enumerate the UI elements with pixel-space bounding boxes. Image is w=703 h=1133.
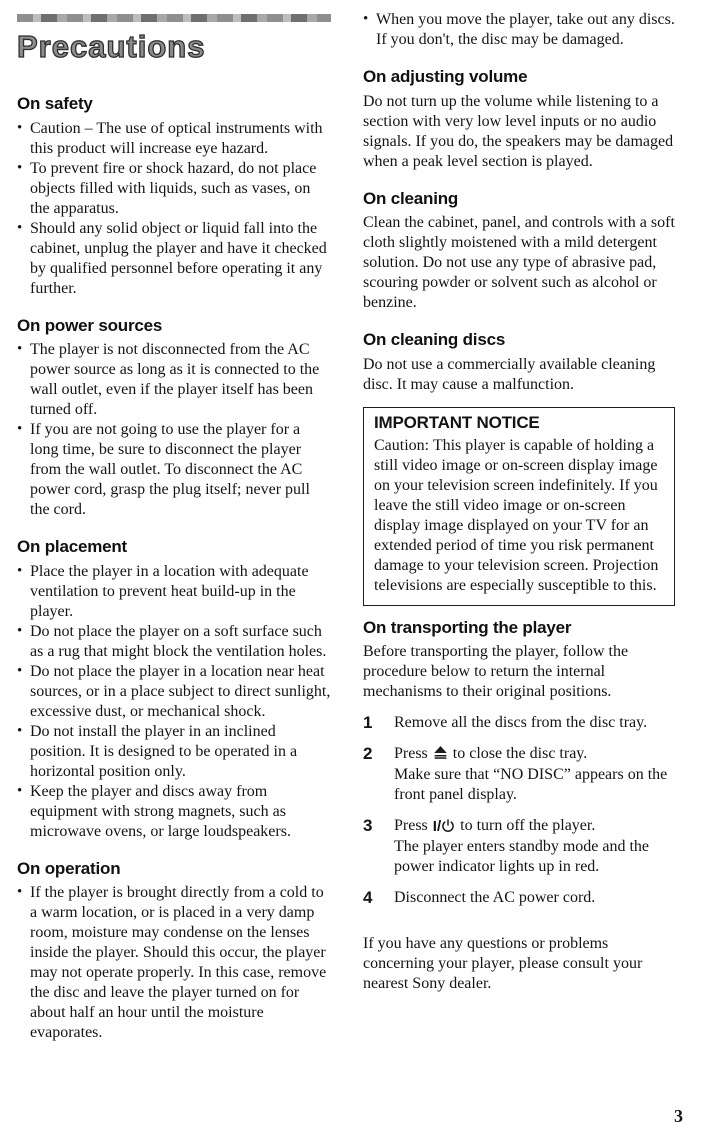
list-item: • The player is not disconnected from the AC power source as long as it is connected to the wall outlet, even if the player itself has been turned off.	[17, 340, 331, 420]
step-number: 3	[363, 816, 373, 836]
heading-on-safety: On safety	[17, 94, 93, 114]
heading-on-cleaning-discs: On cleaning discs	[363, 330, 506, 350]
important-notice-box	[363, 407, 675, 606]
section-divider-bar	[17, 14, 331, 22]
closing-paragraph: If you have any questions or problems concerning your player, please consult your nearest Sony dealer.	[363, 935, 643, 993]
list-item: • To prevent fire or shock hazard, do not place objects filled with liquids, such as vases, on the apparatus.	[17, 159, 331, 219]
power-icon: I/	[433, 817, 455, 837]
list-item: • Do not install the player in an inclined position. It is designed to be operated in a horizontal position only.	[17, 722, 331, 782]
important-notice-text: Caution: This player is capable of holding a still video image or on-screen display image on your television screen indefinitely. If you leave the still video image or on-screen display image displayed on your TV for an extended period of time you risk permanent damage to your television screen. Projection televisions are especially susceptible to this.	[374, 436, 659, 594]
heading-on-placement: On placement	[17, 537, 128, 557]
step-line: Remove all the discs from the disc tray.	[394, 714, 648, 732]
important-notice-title: IMPORTANT NOTICE	[374, 412, 540, 432]
page-number: 3	[674, 1106, 683, 1126]
eject-icon	[433, 745, 448, 765]
placement-bullet-list	[17, 562, 331, 842]
step-3	[363, 816, 677, 877]
heading-on-power-sources: On power sources	[17, 315, 163, 335]
left-column	[17, 10, 331, 1043]
step-subtext: The player enters standby mode and the power indicator lights up in red.	[394, 838, 650, 876]
list-item: • When you move the player, take out any discs. If you don't, the disc may be damaged.	[363, 10, 677, 50]
step-4	[363, 888, 677, 908]
step-number: 4	[363, 888, 373, 908]
paragraph-adjusting-volume: Do not turn up the volume while listening to a section with very low level inputs or no audio signals. If you do, the speakers may be damaged when a peak level section is played.	[363, 92, 674, 170]
heading-on-adjusting-volume: On adjusting volume	[363, 67, 528, 86]
list-item: • Caution – The use of optical instruments with this product will increase eye hazard.	[17, 119, 331, 159]
heading-on-operation: On operation	[17, 858, 121, 878]
list-item: • If the player is brought directly from a cold to a warm location, or is placed in a very damp room, moisture may condense on the lenses inside the player. Should this occur, the player may not operate properly. In this case, remove the disc and leave the player turned on for about half an hour until the moisture evaporates.	[17, 883, 331, 1043]
step-text	[394, 713, 647, 733]
step-line: Press to close the disc tray.	[394, 744, 677, 765]
operation-bullet-list	[17, 883, 331, 1043]
list-item: • Keep the player and discs away from equipment with strong magnets, such as microwave ovens, or large loudspeakers.	[17, 782, 331, 842]
step-text	[394, 816, 677, 877]
list-item: • Place the player in a location with adequate ventilation to prevent heat build-up in the player.	[17, 562, 331, 622]
heading-on-cleaning: On cleaning	[363, 188, 459, 208]
moving-player-bullet-list	[363, 10, 677, 50]
right-column	[363, 10, 677, 1043]
paragraph-transporting-intro: Before transporting the player, follow the procedure below to return the internal mechanisms to their original positions.	[363, 643, 629, 701]
paragraph-cleaning-discs: Do not use a commercially available cleaning disc. It may cause a malfunction.	[363, 355, 656, 393]
paragraph-cleaning: Clean the cabinet, panel, and controls with a soft cloth slightly moistened with a mild detergent solution. Do not use any type of abrasive pad, scouring powder or solvent such as alcohol or benzine.	[363, 214, 675, 312]
power-sources-bullet-list	[17, 340, 331, 520]
step-text	[394, 744, 677, 805]
step-text	[394, 888, 595, 908]
step-line: Disconnect the AC power cord.	[394, 889, 596, 907]
list-item: • Should any solid object or liquid fall into the cabinet, unplug the player and have it checked by qualified personnel before operating it any further.	[17, 219, 331, 299]
step-line: Press I/ to turn off the player.	[394, 817, 596, 836]
step-number: 2	[363, 744, 373, 764]
list-item: • If you are not going to use the player for a long time, be sure to disconnect the player from the wall outlet. To disconnect the AC power cord, grasp the plug itself; never pull the cord.	[17, 420, 331, 520]
heading-on-transporting: On transporting the player	[363, 617, 572, 637]
safety-bullet-list	[17, 119, 331, 299]
list-item: • Do not place the player in a location near heat sources, or in a place subject to direct sunlight, excessive dust, or mechanical shock.	[17, 662, 331, 722]
step-2	[363, 744, 677, 805]
page-title: Precautions	[17, 29, 206, 64]
list-item: • Do not place the player on a soft surface such as a rug that might block the ventilation holes.	[17, 622, 331, 662]
step-subtext: Make sure that “NO DISC” appears on the front panel display.	[394, 766, 668, 804]
step-1	[363, 713, 677, 733]
step-number: 1	[363, 713, 373, 733]
